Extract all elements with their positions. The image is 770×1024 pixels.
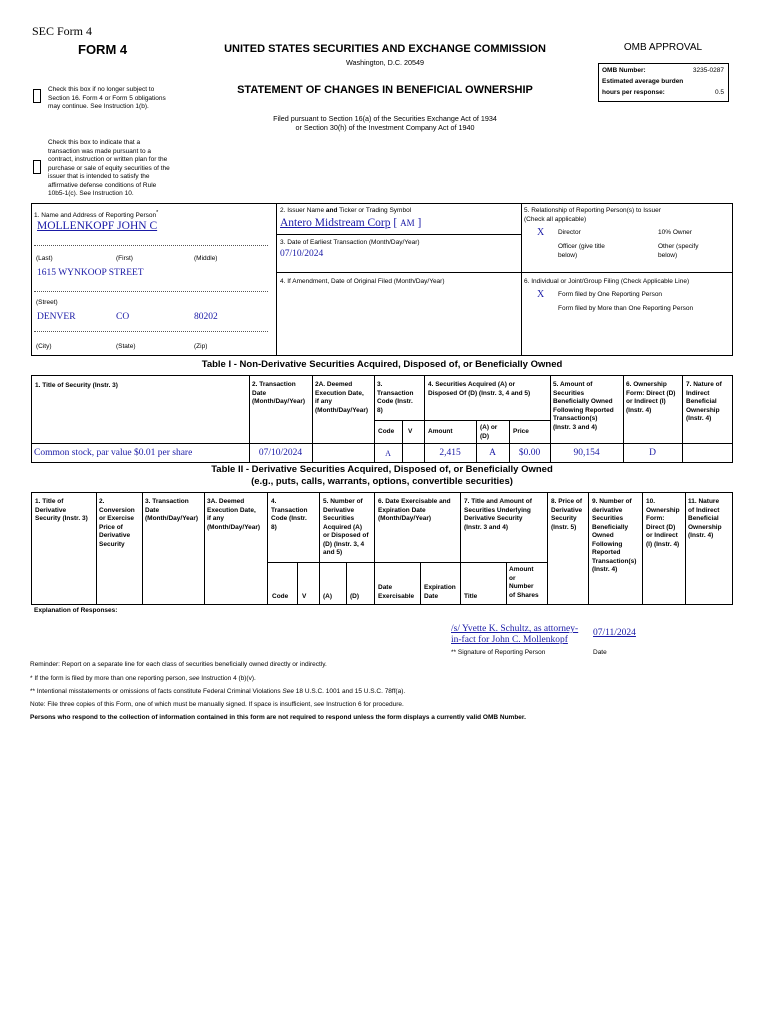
omb-number-value: 3235-0287 <box>692 67 724 74</box>
t1-col-title: 1. Title of Security (Instr. 3) <box>35 382 118 389</box>
t1-sub-code: Code <box>378 428 395 435</box>
zip-value: 80202 <box>194 312 218 322</box>
earliest-date-value: 07/10/2024 <box>280 249 324 259</box>
issuer-name-line: Antero Midstream Corp [ AM ] <box>280 217 422 229</box>
sec-form-label: SEC Form 4 <box>32 24 93 38</box>
t2-col-date: 3. Transaction Date (Month/Day/Year) <box>145 498 199 522</box>
t1-sub-price: Price <box>513 428 529 435</box>
t2-sub-expiration: Expiration Date <box>424 584 456 600</box>
ten-percent-owner-label: 10% Owner <box>658 229 692 236</box>
ticker-symbol: AM <box>400 218 415 228</box>
t1-sub-ad: (A) or (D) <box>480 424 498 440</box>
omb-burden-label-2: hours per response: <box>602 89 665 96</box>
t2-col-nature: 11. Nature of Indirect Beneficial Ownership (Instr. 4) <box>688 498 722 539</box>
t1-row-ad: A <box>489 448 496 458</box>
city-value: DENVER <box>37 312 76 322</box>
t1-row-owned: 90,154 <box>573 448 600 458</box>
t1-row-price: $0.00 <box>518 448 541 458</box>
reminder-text: Reminder: Report on a separate line for each class of securities beneficially owned directly or indirectly. <box>30 661 327 668</box>
last-name-label: (Last) <box>36 255 53 262</box>
t1-row-code: A <box>385 449 391 458</box>
omb-approval-title: OMB APPROVAL <box>623 42 703 53</box>
issuer-name-link[interactable]: Antero Midstream Corp <box>280 217 391 229</box>
t2-sub-a: (A) <box>323 593 333 600</box>
t1-col-ownership-form: 6. Ownership Form: Direct (D) or Indirect (I) (Instr. 4) <box>626 381 676 414</box>
t1-col-amount-owned: 5. Amount of Securities Beneficially Owned Following Reported Transaction(s) (Instr. 3 and 4) <box>553 381 614 431</box>
first-name-label: (First) <box>116 255 133 262</box>
t2-sub-exercisable: Date Exercisable <box>378 584 415 600</box>
filed-pursuant-2: or Section 30(h) of the Investment Company Act of 1940 <box>295 123 475 132</box>
agency-city: Washington, D.C. 20549 <box>345 58 425 67</box>
form-number: FORM 4 <box>78 42 128 57</box>
one-person-label: Form filed by One Reporting Person <box>558 291 663 298</box>
t2-col-exercisable: 6. Date Exercisable and Expiration Date (Month/Day/Year) <box>378 498 451 522</box>
t1-sub-v: V <box>408 428 413 435</box>
t1-sub-amount: Amount <box>428 428 453 435</box>
signature-date: 07/11/2024 <box>593 628 636 638</box>
t2-sub-code: Code <box>272 593 289 600</box>
state-label: (State) <box>116 343 136 350</box>
omb-number-label: OMB Number: <box>602 67 646 74</box>
signature-label: ** Signature of Reporting Person <box>451 649 546 656</box>
rule10b5-checkbox[interactable] <box>33 160 41 174</box>
t2-col-code: 4. Transaction Code (Instr. 8) <box>271 498 308 531</box>
zip-label: (Zip) <box>194 343 208 350</box>
issuer-label: 2. Issuer Name and Ticker or Trading Symbol <box>280 207 412 214</box>
director-label: Director <box>558 229 581 236</box>
omb-burden-value: 0.5 <box>714 89 724 96</box>
t1-col-nature: 7. Nature of Indirect Beneficial Ownership (Instr. 4) <box>686 381 722 422</box>
one-person-mark[interactable]: X <box>537 289 545 300</box>
earliest-date-label: 3. Date of Earliest Transaction (Month/Day/Year) <box>280 239 420 246</box>
statement-title: STATEMENT OF CHANGES IN BENEFICIAL OWNERSHIP <box>237 84 533 96</box>
note-violations: ** Intentional misstatements or omissions of facts constitute Federal Criminal Violations See 18 U.S.C. 1001 and 15 U.S.C. 78ff(a). <box>30 688 406 695</box>
reporting-person-name[interactable]: MOLLENKOPF JOHN C <box>37 220 158 232</box>
t2-col-conversion: 2. Conversion or Exercise Price of Derivative Security <box>99 498 135 548</box>
other-label: Other (specify below) <box>658 243 699 259</box>
rule10b5-text: Check this box to indicate that a transaction was made pursuant to a contract, instruction or written plan for the purchase or sale of equity securities of the issuer that is intended to satisfy the affirmative defense conditions of Rule 10b5-1(c). See Instruction 10. <box>48 139 170 197</box>
t2-col-price: 8. Price of Derivative Security (Instr. 5) <box>551 498 583 531</box>
t2-col-title: 1. Title of Derivative Security (Instr. 3) <box>35 498 88 522</box>
amendment-label: 4. If Amendment, Date of Original Filed (Month/Day/Year) <box>280 278 445 285</box>
state-value: CO <box>116 312 130 322</box>
table1-title: Table I - Non-Derivative Securities Acquired, Disposed of, or Beneficially Owned <box>201 359 563 370</box>
t1-col-deemed: 2A. Deemed Execution Date, if any (Month/Day/Year) <box>315 381 369 414</box>
omb-notice: Persons who respond to the collection of information contained in this form are not required to respond unless the form displays a currently valid OMB Number. <box>30 714 526 721</box>
omb-burden-label-1: Estimated average burden <box>602 78 684 85</box>
officer-label: Officer (give title below) <box>558 243 605 259</box>
t2-col-ownership-form: 10. Ownership Form: Direct (D) or Indirect (I) (Instr. 4) <box>646 498 680 548</box>
note-copies: Note: File three copies of this Form, one of which must be manually signed. If space is insufficient, see Instruction 6 for procedure. <box>30 701 404 708</box>
t2-sub-d: (D) <box>350 593 360 600</box>
t2-col-owned: 9. Number of derivative Securities Beneficially Owned Following Reported Transaction(s) (Instr. 4) <box>592 498 637 573</box>
middle-name-label: (Middle) <box>194 255 218 262</box>
street-label: (Street) <box>36 299 58 306</box>
t1-row-amount: 2,415 <box>439 448 461 458</box>
multiple-persons-label: Form filed by More than One Reporting Person <box>558 305 694 312</box>
street-value: 1615 WYNKOOP STREET <box>37 268 144 278</box>
director-mark[interactable]: X <box>537 227 545 238</box>
note-multiple-persons: * If the form is filed by more than one reporting person, see Instruction 4 (b)(v). <box>30 675 256 682</box>
relationship-label-1: 5. Relationship of Reporting Person(s) to Issuer <box>524 207 661 214</box>
signature-date-label: Date <box>593 649 607 656</box>
reporting-person-label: 1. Name and Address of Reporting Person* <box>34 210 159 220</box>
relationship-label-2: (Check all applicable) <box>524 216 587 223</box>
t2-sub-title: Title <box>464 593 478 600</box>
table2-title: Table II - Derivative Securities Acquired, Disposed of, or Beneficially Owned <box>211 464 553 475</box>
t1-row-date: 07/10/2024 <box>258 448 303 458</box>
t1-row-title: Common stock, par value $0.01 per share <box>34 448 193 458</box>
filing-label: 6. Individual or Joint/Group Filing (Check Applicable Line) <box>524 278 690 285</box>
section16-text: Check this box if no longer subject to Section 16. Form 4 or Form 5 obligations may continue. See Instruction 1(b). <box>48 86 166 110</box>
t1-col-date: 2. Transaction Date (Month/Day/Year) <box>252 381 306 405</box>
signature-link[interactable]: /s/ Yvette K. Schultz, as attorney- in-fact for John C. Mollenkopf <box>451 624 579 645</box>
filed-pursuant-1: Filed pursuant to Section 16(a) of the Securities Exchange Act of 1934 <box>273 114 497 123</box>
section16-checkbox[interactable] <box>33 89 41 103</box>
t2-sub-amount: Amount or Number of Shares <box>509 566 539 599</box>
t2-col-number: 5. Number of Derivative Securities Acquired (A) or Disposed of (D) (Instr. 3, 4 and 5) <box>323 498 369 556</box>
agency-name: UNITED STATES SECURITIES AND EXCHANGE COMMISSION <box>224 43 546 55</box>
explanation-label: Explanation of Responses: <box>34 607 118 614</box>
t2-col-deemed: 3A. Deemed Execution Date, if any (Month/Day/Year) <box>207 498 261 531</box>
t1-col-code: 3. Transaction Code (Instr. 8) <box>377 381 414 414</box>
t2-sub-v: V <box>302 593 307 600</box>
t2-col-underlying: 7. Title and Amount of Securities Underlying Derivative Security (Instr. 3 and 4) <box>464 498 532 531</box>
table2-subtitle: (e.g., puts, calls, warrants, options, convertible securities) <box>251 476 513 487</box>
t1-col-acquired: 4. Securities Acquired (A) or Disposed Of (D) (Instr. 3, 4 and 5) <box>428 381 531 397</box>
t1-row-form: D <box>649 448 656 458</box>
city-label: (City) <box>36 343 52 350</box>
